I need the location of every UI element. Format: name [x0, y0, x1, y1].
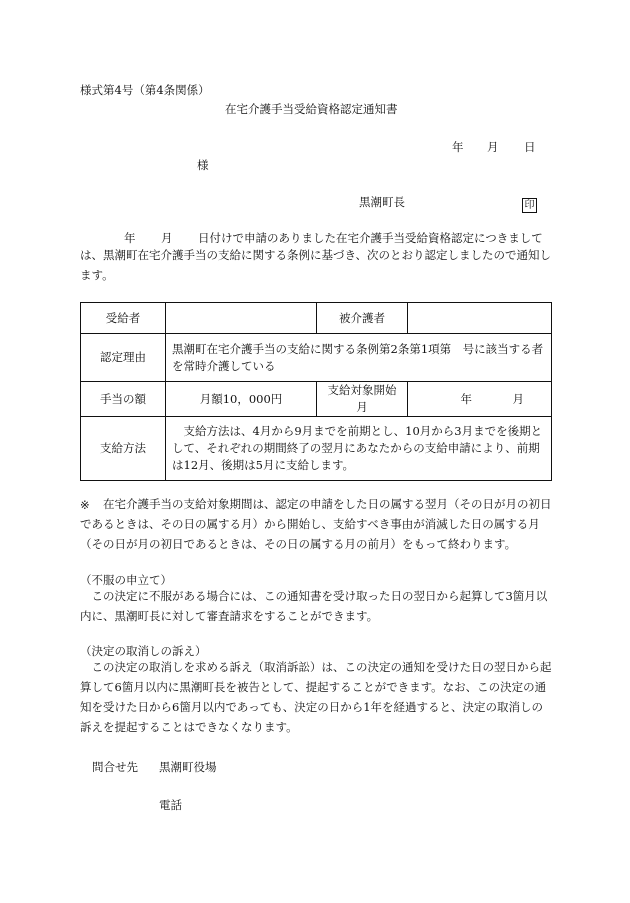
table-row	[81, 303, 552, 334]
table-row	[81, 382, 552, 417]
seal-mark	[522, 193, 537, 213]
recipient-suffix: 様	[197, 158, 209, 172]
contact-phone-label: 電話	[159, 798, 182, 812]
contact-office: 黒潮町役場	[159, 760, 217, 774]
revocation-text: この決定の取消しを求める訴え（取消訴訟）は、この決定の通知を受けた日の翌日から起算して6箇月以内に黒潮町長を被告として、提起することができます。なお、この決定の通知を受けた日から6箇月以内であっても、決定の日から1年を経過すると、決定の取消しの訴えを提起することはできなくなります。	[80, 660, 552, 734]
objection-heading: （不服の申立て）	[80, 573, 172, 587]
method-label: 支給方法	[81, 417, 166, 481]
certification-table	[80, 302, 552, 481]
start-month-label: 支給対象開始月	[317, 382, 408, 417]
note-text: 在宅介護手当の支給対象期間は、認定の申請をした日の属する翌月（その日が月の初日であるときは、その日の属する月）から開始し、支給すべき事由が消滅した日の属する月（その日が月の初日であるときは、その日の属する月の前月）をもって終わります。	[80, 497, 552, 551]
contact-label: 問合せ先	[92, 760, 138, 774]
reason-label: 認定理由	[81, 334, 166, 382]
amount-label: 手当の額	[81, 382, 166, 417]
table-row	[81, 417, 552, 481]
amount-value: 月額10，000円	[166, 382, 317, 417]
seal-label: 印	[522, 198, 537, 213]
date-year-label: 年	[452, 140, 464, 154]
start-year-label: 年	[460, 391, 472, 406]
intro-text: は、黒潮町在宅介護手当の支給に関する条例に基づき、次のとおり認定しましたので通知します。	[80, 248, 552, 282]
document-title: 在宅介護手当受給資格認定通知書	[225, 102, 398, 116]
method-value: 支給方法は、4月から9月までを前期とし、10月から3月までを後期として、それぞれの期間終了の翌月にあなたからの支給申請により、前期は12月、後期は5月に支給します。	[166, 417, 552, 481]
start-month-value	[408, 382, 552, 417]
note-mark: ※	[80, 498, 90, 512]
cared-person-label: 被介護者	[317, 303, 408, 334]
recipient-value	[166, 303, 317, 334]
intro-line1: 日付けで申請のありました在宅介護手当受給資格認定につきまして	[198, 231, 543, 245]
start-month-unit: 月	[512, 391, 524, 406]
form-number: 様式第4号（第4条関係）	[80, 83, 210, 97]
recipient-label: 受給者	[81, 303, 166, 334]
revocation-heading: （決定の取消しの訴え）	[80, 644, 207, 658]
intro-year: 年	[124, 231, 136, 245]
table-row	[81, 334, 552, 382]
date-day-label: 日	[524, 140, 536, 154]
reason-value: 黒潮町在宅介護手当の支給に関する条例第2条第1項第 号に該当する者を常時介護している	[166, 334, 552, 382]
cared-person-value	[408, 303, 552, 334]
intro-month: 月	[161, 231, 173, 245]
date-month-label: 月	[487, 140, 499, 154]
objection-text: この決定に不服がある場合には、この通知書を受け取った日の翌日から起算して3箇月以内に、黒潮町長に対して審査請求をすることができます。	[80, 589, 548, 623]
issuer-name: 黒潮町長	[359, 195, 405, 209]
